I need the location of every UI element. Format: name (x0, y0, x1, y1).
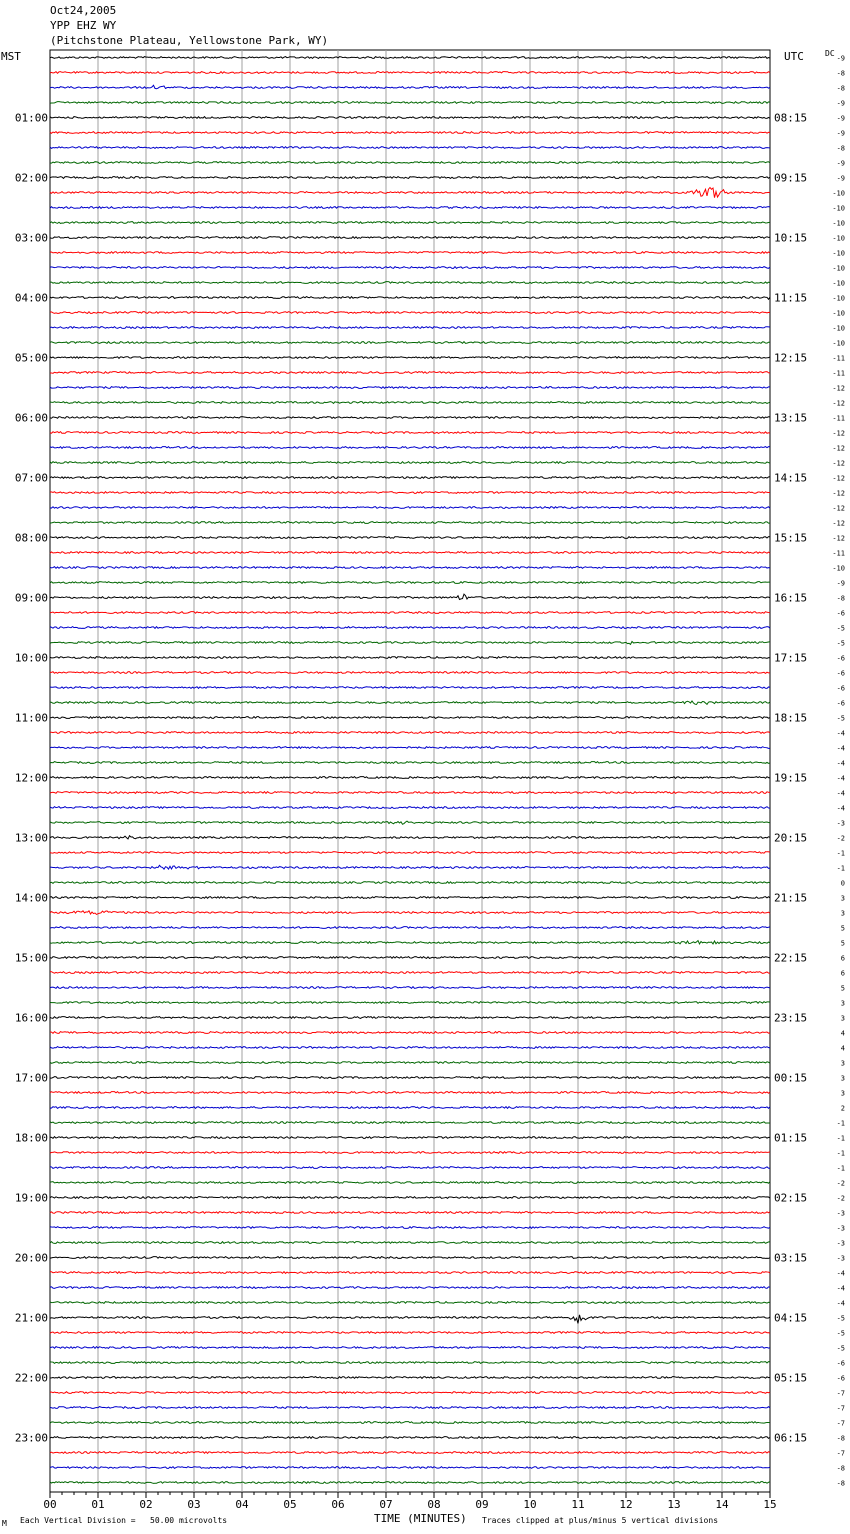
dc-offset-label: -4 (836, 1299, 845, 1308)
left-hour-label: 12:00 (14, 771, 48, 785)
trace-line (50, 612, 770, 614)
dc-offset-label: -10 (832, 264, 845, 273)
right-hour-label: 10:15 (774, 231, 808, 245)
dc-offset-label: -9 (836, 99, 845, 108)
trace-line (50, 1437, 770, 1439)
dc-offset-label: -10 (832, 234, 845, 243)
x-tick-label: 15 (763, 1498, 777, 1511)
dc-offset-label: 5 (840, 924, 845, 933)
dc-offset-label: -8 (836, 69, 845, 78)
right-hour-label: 20:15 (774, 831, 808, 845)
trace-line (50, 1152, 770, 1154)
trace-line (50, 927, 770, 929)
dc-offset-label: -3 (836, 1224, 845, 1233)
dc-offset-label: -10 (832, 324, 845, 333)
dc-offset-label: -12 (832, 504, 845, 513)
dc-offset-label: 4 (840, 1044, 845, 1053)
trace-line (50, 594, 770, 599)
right-hour-label: 17:15 (774, 651, 808, 665)
trace-line (50, 1332, 770, 1334)
x-tick-label: 03 (187, 1498, 201, 1511)
trace-line (50, 657, 770, 659)
dc-offset-label: -10 (832, 219, 845, 228)
x-tick-label: 02 (139, 1498, 153, 1511)
dc-offset-label: -5 (836, 639, 845, 648)
left-hour-label: 06:00 (14, 411, 48, 425)
left-hour-label: 20:00 (14, 1251, 48, 1265)
trace-line (50, 222, 770, 224)
dc-offset-label: -12 (832, 474, 845, 483)
header-location: (Pitchstone Plateau, Yellowstone Park, WY) (50, 34, 329, 47)
left-hour-label: 05:00 (14, 351, 48, 365)
header-station: YPP EHZ WY (50, 19, 117, 32)
trace-line (50, 447, 770, 449)
dc-offset-label: -8 (836, 1434, 845, 1443)
trace-line (50, 1062, 770, 1064)
right-hour-label: 19:15 (774, 771, 808, 785)
dc-offset-label: 0 (840, 879, 845, 888)
trace-line (50, 1452, 770, 1454)
dc-offset-label: -9 (836, 174, 845, 183)
trace-line (50, 372, 770, 374)
dc-offset-label: -7 (836, 1404, 845, 1413)
corner-mark: M (2, 1519, 7, 1528)
trace-line (50, 852, 770, 854)
dc-offset-label: -6 (836, 1359, 845, 1368)
trace-line (50, 387, 770, 389)
dc-offset-label: -6 (836, 609, 845, 618)
x-tick-label: 06 (331, 1498, 345, 1511)
trace-line (50, 492, 770, 494)
dc-offset-label: -4 (836, 1284, 845, 1293)
dc-offset-label: 3 (840, 1014, 845, 1023)
trace-line (50, 792, 770, 794)
dc-offset-label: -3 (836, 1209, 845, 1218)
trace-line (50, 1032, 770, 1034)
dc-offset-label: -4 (836, 759, 845, 768)
trace-line (50, 717, 770, 719)
dc-offset-label: -4 (836, 774, 845, 783)
dc-offset-label: -3 (836, 1239, 845, 1248)
right-hour-label: 23:15 (774, 1011, 808, 1025)
dc-offset-label: -5 (836, 1344, 845, 1353)
right-hour-label: 22:15 (774, 951, 808, 965)
trace-line (50, 72, 770, 74)
dc-offset-label: 6 (840, 969, 845, 978)
dc-offset-label: -10 (832, 564, 845, 573)
dc-offset-label: -11 (832, 354, 845, 363)
trace-line (50, 1482, 770, 1484)
dc-offset-label: -4 (836, 789, 845, 798)
trace-line (50, 1227, 770, 1229)
dc-offset-label: -12 (832, 459, 845, 468)
dc-offset-label: -11 (832, 414, 845, 423)
dc-offset-label: -1 (836, 849, 845, 858)
dc-offset-label: -6 (836, 654, 845, 663)
dc-offset-label: 5 (840, 939, 845, 948)
trace-line (50, 1137, 770, 1139)
trace-line (50, 282, 770, 284)
trace-line (50, 732, 770, 734)
trace-line (50, 1167, 770, 1169)
dc-offset-label: -5 (836, 1329, 845, 1338)
trace-line (50, 972, 770, 974)
right-hour-label: 18:15 (774, 711, 808, 725)
dc-offset-label: -11 (832, 369, 845, 378)
right-hour-label: 06:15 (774, 1431, 808, 1445)
trace-line (50, 537, 770, 539)
dc-offset-label: -1 (836, 1164, 845, 1173)
left-hour-label: 08:00 (14, 531, 48, 545)
trace-line (50, 327, 770, 329)
dc-offset-label: -4 (836, 744, 845, 753)
right-hour-label: 16:15 (774, 591, 808, 605)
trace-line (50, 1422, 770, 1424)
dc-offset-label: -12 (832, 534, 845, 543)
dc-offset-label: -7 (836, 1389, 845, 1398)
dc-offset-label: -9 (836, 114, 845, 123)
right-hour-label: 00:15 (774, 1071, 808, 1085)
right-hour-label: 09:15 (774, 171, 808, 185)
x-tick-label: 12 (619, 1498, 633, 1511)
trace-line (50, 1077, 770, 1079)
trace-line (50, 672, 770, 674)
left-hour-label: 19:00 (14, 1191, 48, 1205)
trace-line (50, 1107, 770, 1109)
x-axis-title: TIME (MINUTES) (374, 1512, 467, 1525)
dc-offset-label: -2 (836, 1194, 845, 1203)
trace-line (50, 252, 770, 254)
trace-line (50, 507, 770, 509)
trace-line (50, 1242, 770, 1244)
trace-line (50, 1287, 770, 1289)
dc-offset-label: -1 (836, 864, 845, 873)
trace-line (50, 57, 770, 59)
dc-offset-label: -2 (836, 1179, 845, 1188)
left-timezone-label: MST (1, 50, 21, 63)
trace-line (50, 342, 770, 344)
dc-offset-label: -9 (836, 159, 845, 168)
dc-offset-label: -1 (836, 1149, 845, 1158)
trace-line (50, 1362, 770, 1364)
trace-line (50, 297, 770, 300)
trace-line (50, 1047, 770, 1049)
dc-offset-label: -8 (836, 1479, 845, 1488)
trace-line (50, 147, 770, 149)
dc-offset-label: 3 (840, 999, 845, 1008)
dc-offset-label: -12 (832, 444, 845, 453)
dc-offset-label: -1 (836, 1134, 845, 1143)
trace-line (50, 402, 770, 404)
trace-line (50, 462, 770, 464)
trace-line (50, 1315, 770, 1324)
x-tick-label: 07 (379, 1498, 393, 1511)
dc-offset-label: -8 (836, 1464, 845, 1473)
trace-line (50, 1257, 770, 1259)
dc-offset-label: -12 (832, 519, 845, 528)
dc-offset-label: -1 (836, 1119, 845, 1128)
left-hour-label: 11:00 (14, 711, 48, 725)
dc-offset-label: -3 (836, 819, 845, 828)
trace-line (50, 627, 770, 629)
trace-line (50, 747, 770, 749)
trace-line (50, 522, 770, 524)
right-hour-label: 08:15 (774, 111, 808, 125)
left-hour-label: 10:00 (14, 651, 48, 665)
trace-line (50, 911, 770, 915)
x-tick-label: 00 (43, 1498, 57, 1511)
trace-line (50, 1302, 770, 1304)
trace-line (50, 762, 770, 764)
trace-line (50, 687, 770, 689)
trace-line (50, 477, 770, 479)
trace-line (50, 1017, 770, 1019)
dc-offset-label: -9 (836, 54, 845, 63)
dc-offset-label: -12 (832, 384, 845, 393)
trace-line (50, 417, 770, 419)
right-hour-label: 11:15 (774, 291, 808, 305)
dc-offset-label: -7 (836, 1419, 845, 1428)
dc-offset-label: -8 (836, 84, 845, 93)
trace-line (50, 807, 770, 809)
left-hour-label: 14:00 (14, 891, 48, 905)
right-hour-label: 13:15 (774, 411, 808, 425)
trace-line (50, 117, 770, 119)
trace-line (50, 836, 770, 839)
right-hour-label: 04:15 (774, 1311, 808, 1325)
x-tick-label: 09 (475, 1498, 489, 1511)
scale-note: Each Vertical Division = 50.00 microvolts (20, 1516, 228, 1525)
dc-offset-label: -8 (836, 594, 845, 603)
trace-line (50, 641, 770, 644)
dc-offset-label: -9 (836, 579, 845, 588)
trace-line (50, 1392, 770, 1394)
dc-offset-label: -5 (836, 624, 845, 633)
left-hour-label: 02:00 (14, 171, 48, 185)
left-hour-label: 01:00 (14, 111, 48, 125)
right-hour-label: 02:15 (774, 1191, 808, 1205)
dc-offset-label: -4 (836, 729, 845, 738)
dc-offset-label: -6 (836, 699, 845, 708)
dc-offset-label: -5 (836, 1314, 845, 1323)
trace-line (50, 432, 770, 434)
dc-offset-label: -10 (832, 339, 845, 348)
dc-offset-label: -10 (832, 189, 845, 198)
dc-offset-label: -10 (832, 204, 845, 213)
left-hour-label: 07:00 (14, 471, 48, 485)
trace-line (50, 1467, 770, 1469)
dc-offset-label: 6 (840, 954, 845, 963)
x-tick-label: 11 (571, 1498, 585, 1511)
header-date: Oct24,2005 (50, 4, 117, 17)
trace-line (50, 567, 770, 569)
trace-line (50, 312, 770, 314)
trace-line (50, 85, 770, 88)
dc-offset-label: 3 (840, 1074, 845, 1083)
left-hour-label: 18:00 (14, 1131, 48, 1145)
dc-offset-label: -10 (832, 279, 845, 288)
trace-line (50, 237, 770, 239)
trace-line (50, 1377, 770, 1379)
dc-label: DC (825, 49, 835, 58)
right-hour-label: 14:15 (774, 471, 808, 485)
dc-offset-label: -11 (832, 549, 845, 558)
trace-line (50, 957, 770, 959)
left-hour-label: 13:00 (14, 831, 48, 845)
dc-offset-label: -12 (832, 399, 845, 408)
dc-offset-label: -12 (832, 489, 845, 498)
trace-line (50, 102, 770, 104)
right-hour-label: 05:15 (774, 1371, 808, 1385)
dc-offset-label: 5 (840, 984, 845, 993)
trace-line (50, 987, 770, 989)
right-hour-label: 01:15 (774, 1131, 808, 1145)
axis-labels (15, 55, 845, 1512)
trace-line (50, 207, 770, 209)
dc-offset-label: 3 (840, 909, 845, 918)
trace-line (50, 897, 770, 899)
trace-line (50, 941, 770, 944)
dc-offset-label: -8 (836, 144, 845, 153)
dc-offset-label: -4 (836, 1269, 845, 1278)
trace-line (50, 821, 770, 824)
trace-line (50, 1407, 770, 1409)
trace-line (50, 701, 770, 704)
right-hour-label: 03:15 (774, 1251, 808, 1265)
dc-offset-label: -6 (836, 669, 845, 678)
dc-offset-label: 3 (840, 894, 845, 903)
trace-line (50, 187, 770, 197)
plot-frame (50, 50, 770, 1492)
trace-line (50, 132, 770, 134)
dc-offset-label: -7 (836, 1449, 845, 1458)
trace-line (50, 582, 770, 584)
trace-line (50, 1092, 770, 1094)
right-hour-label: 12:15 (774, 351, 808, 365)
trace-line (50, 552, 770, 554)
trace-line (50, 1212, 770, 1214)
trace-line (50, 1272, 770, 1274)
left-hour-label: 23:00 (14, 1431, 48, 1445)
trace-line (50, 177, 770, 179)
dc-offset-label: -10 (832, 249, 845, 258)
clip-note: Traces clipped at plus/minus 5 vertical divisions (482, 1516, 719, 1525)
trace-line (50, 357, 770, 359)
trace-line (50, 162, 770, 164)
x-tick-label: 10 (523, 1498, 537, 1511)
x-tick-label: 08 (427, 1498, 441, 1511)
dc-offset-label: 3 (840, 1089, 845, 1098)
left-hour-label: 21:00 (14, 1311, 48, 1325)
dc-offset-label: -5 (836, 714, 845, 723)
x-tick-label: 04 (235, 1498, 249, 1511)
right-hour-label: 15:15 (774, 531, 808, 545)
left-hour-label: 03:00 (14, 231, 48, 245)
dc-offset-label: -3 (836, 1254, 845, 1263)
dc-offset-label: -6 (836, 684, 845, 693)
left-hour-label: 16:00 (14, 1011, 48, 1025)
trace-line (50, 1122, 770, 1124)
dc-offset-label: -10 (832, 309, 845, 318)
trace-line (50, 1347, 770, 1349)
trace-line (50, 267, 770, 269)
x-tick-label: 01 (91, 1498, 105, 1511)
left-hour-label: 15:00 (14, 951, 48, 965)
dc-offset-label: -12 (832, 429, 845, 438)
x-tick-label: 05 (283, 1498, 297, 1511)
dc-offset-label: -6 (836, 1374, 845, 1383)
dc-offset-label: -4 (836, 804, 845, 813)
dc-offset-label: 2 (840, 1104, 845, 1113)
dc-offset-label: -9 (836, 129, 845, 138)
left-hour-label: 04:00 (14, 291, 48, 305)
trace-line (50, 777, 770, 779)
dc-offset-label: 4 (840, 1029, 845, 1038)
x-tick-label: 13 (667, 1498, 681, 1511)
trace-line (50, 882, 770, 884)
dc-offset-label: 3 (840, 1059, 845, 1068)
right-hour-label: 21:15 (774, 891, 808, 905)
trace-line (50, 1182, 770, 1184)
dc-offset-label: -10 (832, 294, 845, 303)
left-hour-label: 09:00 (14, 591, 48, 605)
dc-offset-label: -2 (836, 834, 845, 843)
trace-line (50, 1002, 770, 1004)
right-timezone-label: UTC (784, 50, 804, 63)
x-tick-label: 14 (715, 1498, 729, 1511)
trace-line (50, 1197, 770, 1199)
trace-line (50, 865, 770, 869)
left-hour-label: 22:00 (14, 1371, 48, 1385)
left-hour-label: 17:00 (14, 1071, 48, 1085)
trace-rows (50, 57, 770, 1484)
